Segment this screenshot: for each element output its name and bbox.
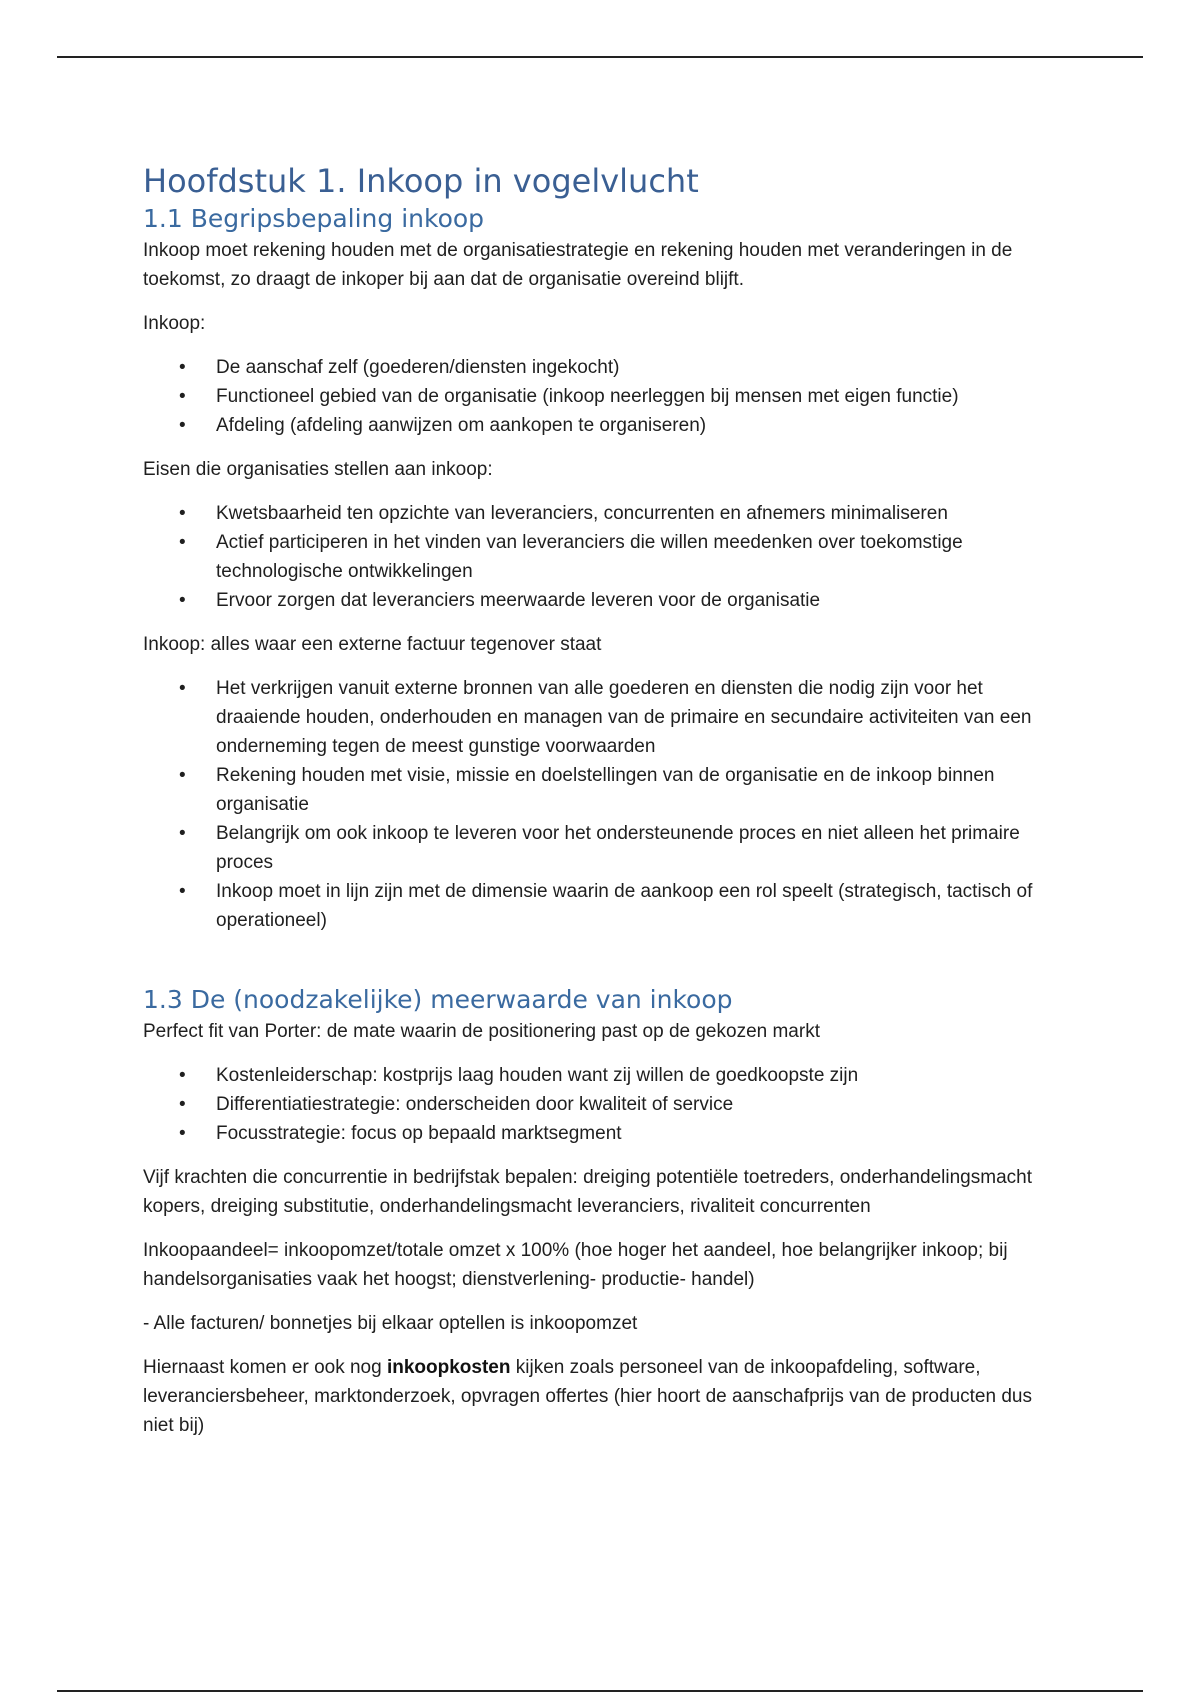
paragraph-inkoop-label: Inkoop: bbox=[143, 313, 206, 334]
list-item: • Ervoor zorgen dat leveranciers meerwaarde leveren voor de organisatie bbox=[143, 586, 1063, 615]
page-header-rule bbox=[57, 56, 1143, 58]
section-title-1-1: 1.1 Begripsbepaling inkoop bbox=[143, 204, 485, 233]
list-factuur bbox=[143, 674, 1063, 935]
list-porter bbox=[143, 1061, 1063, 1148]
inkoopkosten-bold-term: inkoopkosten bbox=[386, 1357, 511, 1378]
list-item: • Functioneel gebied van de organisatie (inkoop neerleggen bij mensen met eigen functie) bbox=[143, 382, 1063, 411]
paragraph-inkoopaandeel: Inkoopaandeel= inkoopomzet/totale omzet x 100% (hoe hoger het aandeel, hoe belangrijker inkoop; bij handelsorganisaties vaak het hoogst; dienstverlening- productie- handel) bbox=[143, 1240, 1008, 1290]
paragraph-vijf-krachten: Vijf krachten die concurrentie in bedrijfstak bepalen: dreiging potentiële toetreders, onderhandelingsmacht kopers, dreiging substitutie, onderhandelingsmacht leveranciers, rivaliteit concurrenten bbox=[143, 1167, 1032, 1217]
list-item: • Het verkrijgen vanuit externe bronnen van alle goederen en diensten die nodig zijn voor het draaiende houden, onderhouden en managen van de primaire en secundaire activiteiten van een onderneming tegen de meest gunstige voorwaarden bbox=[143, 674, 1063, 761]
list-item: • Kwetsbaarheid ten opzichte van leveranciers, concurrenten en afnemers minimaliseren bbox=[143, 499, 1063, 528]
list-item: • Belangrijk om ook inkoop te leveren voor het ondersteunende proces en niet alleen het primaire proces bbox=[143, 819, 1063, 877]
list-item: • Focusstrategie: focus op bepaald marktsegment bbox=[143, 1119, 1063, 1148]
list-item: • Afdeling (afdeling aanwijzen om aankopen te organiseren) bbox=[143, 411, 1063, 440]
chapter-title: Hoofdstuk 1. Inkoop in vogelvlucht bbox=[143, 162, 699, 200]
list-item: • Inkoop moet in lijn zijn met de dimensie waarin de aankoop een rol speelt (strategisch, tactisch of operationeel) bbox=[143, 877, 1063, 935]
document-body bbox=[143, 160, 1063, 1455]
paragraph-inkoopkosten bbox=[143, 1353, 1063, 1440]
list-item: • Rekening houden met visie, missie en doelstellingen van de organisatie en de inkoop binnen organisatie bbox=[143, 761, 1063, 819]
list-item: • Differentiatiestrategie: onderscheiden door kwaliteit of service bbox=[143, 1090, 1063, 1119]
paragraph-facturen: - Alle facturen/ bonnetjes bij elkaar optellen is inkoopomzet bbox=[143, 1313, 638, 1334]
section-title-1-3: 1.3 De (noodzakelijke) meerwaarde van inkoop bbox=[143, 985, 733, 1014]
inkoopkosten-text-after: kijken zoals personeel van de inkoopafdeling, software, leveranciersbeheer, marktonderzoek, opvragen offertes (hier hoort de aanschafprijs van de producten dus niet bij) bbox=[143, 1357, 1032, 1436]
paragraph-factuur-label: Inkoop: alles waar een externe factuur tegenover staat bbox=[143, 634, 602, 655]
page-footer-rule bbox=[57, 1690, 1143, 1692]
list-item: • Actief participeren in het vinden van leveranciers die willen meedenken over toekomstige technologische ontwikkelingen bbox=[143, 528, 1063, 586]
list-inkoop bbox=[143, 353, 1063, 440]
inkoopkosten-text-before: Hiernaast komen er ook nog bbox=[143, 1357, 387, 1378]
list-eisen bbox=[143, 499, 1063, 615]
paragraph-porter-label: Perfect fit van Porter: de mate waarin de positionering past op de gekozen markt bbox=[143, 1021, 820, 1042]
list-item: • De aanschaf zelf (goederen/diensten ingekocht) bbox=[143, 353, 1063, 382]
paragraph-intro: Inkoop moet rekening houden met de organisatiestrategie en rekening houden met veranderingen in de toekomst, zo draagt de inkoper bij aan dat de organisatie overeind blijft. bbox=[143, 240, 1013, 290]
list-item: • Kostenleiderschap: kostprijs laag houden want zij willen de goedkoopste zijn bbox=[143, 1061, 1063, 1090]
paragraph-eisen-label: Eisen die organisaties stellen aan inkoop: bbox=[143, 459, 493, 480]
